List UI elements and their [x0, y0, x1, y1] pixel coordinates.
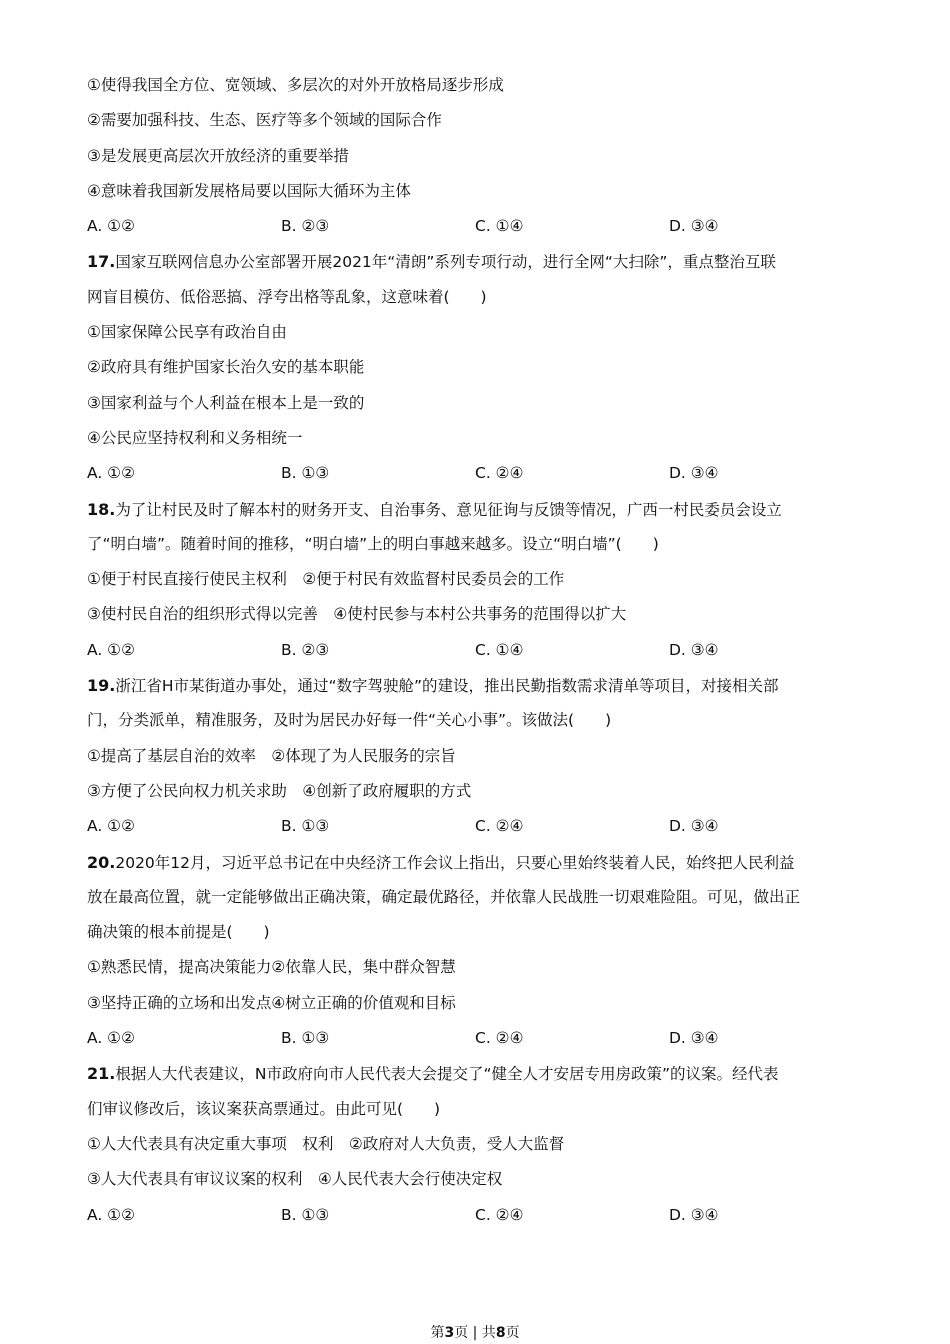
question-stem: 确决策的根本前提是( ) — [87, 923, 270, 942]
choice-item: ①使得我国全方位、宽领域、多层次的对外开放格局逐步形成 — [87, 76, 504, 94]
footer-text: 页 — [505, 1325, 520, 1341]
question-stem: 2020年12月，习近平总书记在中央经济工作会议上指出，只要心里始终装着人民，始终把人民利益 — [115, 853, 795, 872]
option-d: D. ③④ — [669, 1029, 719, 1048]
question-number: 20. — [87, 852, 116, 872]
question-number: 21. — [87, 1064, 116, 1084]
option-c: C. ②④ — [475, 817, 524, 836]
option-d: D. ③④ — [669, 1205, 719, 1224]
choice-item: ①便于村民直接行使民主权利 ②便于村民有效监督村民委员会的工作 — [87, 570, 565, 589]
question-stem: 网盲目模仿、低俗恶搞、浮夸出格等乱象，这意味着( ) — [87, 287, 487, 306]
choice-item: ④公民应坚持权利和义务相统一 — [87, 428, 303, 447]
question-number: 17. — [87, 252, 116, 272]
option-b: B. ①③ — [281, 817, 330, 836]
option-b: B. ②③ — [281, 217, 330, 236]
choice-item: ③使村民自治的组织形式得以完善 ④使村民参与本村公共事务的范围得以扩大 — [87, 605, 627, 624]
question-number: 18. — [87, 499, 116, 519]
question-18 — [87, 492, 877, 668]
answer-options — [87, 1021, 877, 1056]
answer-options — [87, 1198, 877, 1233]
option-b: B. ①③ — [281, 464, 330, 483]
answer-options — [87, 456, 877, 491]
option-b: B. ①③ — [281, 1205, 330, 1224]
footer-text: 页 | 共 — [454, 1325, 496, 1341]
option-c: C. ①④ — [475, 217, 524, 236]
option-d: D. ③④ — [669, 217, 719, 236]
option-c: C. ②④ — [475, 464, 524, 483]
option-d: D. ③④ — [669, 817, 719, 836]
option-a: A. ①② — [87, 640, 135, 659]
choice-item: ①人大代表具有决定重大事项 权利 ②政府对人大负责，受人大监督 — [87, 1134, 565, 1153]
choice-item: ④意味着我国新发展格局要以国际大循环为主体 — [87, 181, 411, 200]
question-stem: 们审议修改后，该议案获高票通过。由此可见( ) — [87, 1099, 441, 1118]
option-b: B. ②③ — [281, 640, 330, 659]
choice-item: ③坚持正确的立场和出发点④树立正确的价值观和目标 — [87, 993, 456, 1012]
option-a: A. ①② — [87, 817, 135, 836]
choice-item: ①国家保障公民享有政治自由 — [87, 323, 287, 342]
option-a: A. ①② — [87, 1029, 135, 1048]
choice-item: ③人大代表具有审议议案的权利 ④人民代表大会行使决定权 — [87, 1170, 503, 1189]
footer-text: 第 — [430, 1325, 445, 1341]
option-c: C. ②④ — [475, 1205, 524, 1224]
total-pages: 8 — [495, 1325, 506, 1341]
question-stem: 了“明白墙”。随着时间的推移，“明白墙”上的明白事越来越多。设立“明白墙”( ) — [87, 534, 659, 553]
question-21 — [87, 1056, 877, 1232]
choice-item: ③国家利益与个人利益在根本上是一致的 — [87, 393, 365, 412]
option-a: A. ①② — [87, 1205, 135, 1224]
choice-item: ①熟悉民情，提高决策能力②依靠人民，集中群众智慧 — [87, 958, 456, 977]
question-20 — [87, 845, 877, 1057]
choice-item: ②需要加强科技、生态、医疗等多个领域的国际合作 — [87, 111, 442, 130]
question-19 — [87, 668, 877, 844]
choice-item: ①提高了基层自治的效率 ②体现了为人民服务的宗旨 — [87, 746, 456, 765]
option-a: A. ①② — [87, 217, 135, 236]
question-number: 19. — [87, 676, 116, 696]
question-stem: 门，分类派单，精准服务，及时为居民办好每一件“关心小事”。该做法( ) — [87, 711, 612, 730]
question-stem: 为了让村民及时了解本村的财务开支、自治事务、意见征询与反馈等情况，广西一村民委员会设立 — [115, 500, 782, 519]
choice-item: ③是发展更高层次开放经济的重要举措 — [87, 146, 349, 165]
answer-options — [87, 209, 877, 244]
question-stem: 国家互联网信息办公室部署开展2021年“清朗”系列专项行动，进行全网“大扫除”，重点整治互联 — [115, 253, 776, 272]
option-b: B. ①③ — [281, 1029, 330, 1048]
option-d: D. ③④ — [669, 464, 719, 483]
question-17 — [87, 244, 877, 491]
page-number: 3 — [444, 1325, 455, 1341]
exam-page-content — [87, 68, 877, 1233]
page-footer — [0, 1322, 950, 1342]
question-stem: 放在最高位置，就一定能够做出正确决策，确定最优路径，并依靠人民战胜一切艰难险阻。可见，做出正 — [87, 887, 801, 906]
option-c: C. ①④ — [475, 640, 524, 659]
question-16-tail — [87, 68, 877, 244]
question-stem: 浙江省H市某街道办事处，通过“数字驾驶舱”的建设，推出民勤指数需求清单等项目，对接相关部 — [115, 677, 779, 696]
answer-options — [87, 633, 877, 668]
choice-item: ③方便了公民向权力机关求助 ④创新了政府履职的方式 — [87, 781, 472, 800]
option-c: C. ②④ — [475, 1029, 524, 1048]
option-a: A. ①② — [87, 464, 135, 483]
choice-item: ②政府具有维护国家长治久安的基本职能 — [87, 358, 365, 377]
question-stem: 根据人大代表建议，N市政府向市人民代表大会提交了“健全人才安居专用房政策”的议案。经代表 — [115, 1065, 779, 1084]
option-d: D. ③④ — [669, 640, 719, 659]
answer-options — [87, 809, 877, 844]
